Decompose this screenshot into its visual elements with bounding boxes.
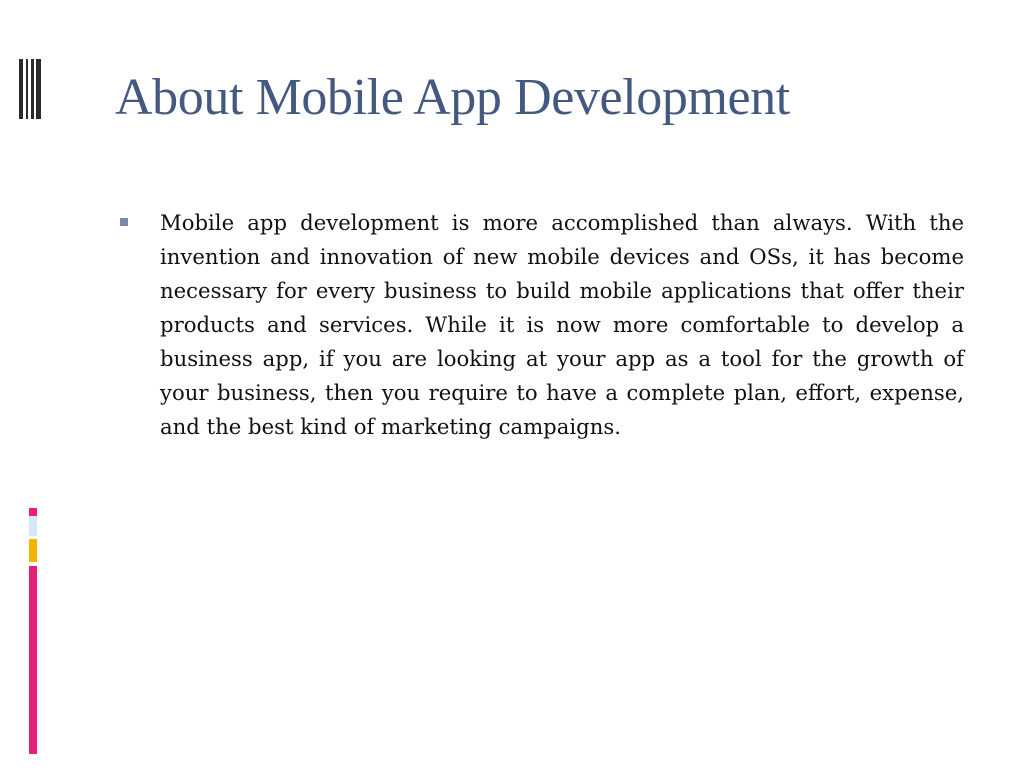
bullet-list [120,206,964,444]
accent-pink-top [29,508,37,516]
slide-title: About Mobile App Development [115,69,790,126]
accent-pink-strip [29,566,37,754]
decorative-bars-icon [19,59,41,119]
square-bullet-icon [120,218,128,226]
accent-light-blue [29,516,37,536]
accent-gold [29,539,37,562]
list-item [120,206,964,444]
bullet-text: Mobile app development is more accomplished than always. With the invention and innovation of new mobile devices and OSs, it has become necessary for every business to build mobile applications that offer their products and services. While it is now more comfortable to develop a business app, if you are looking at your app as a tool for the growth of your business, then you require to have a complete plan, effort, expense, and the best kind of marketing campaigns. [160,210,964,439]
